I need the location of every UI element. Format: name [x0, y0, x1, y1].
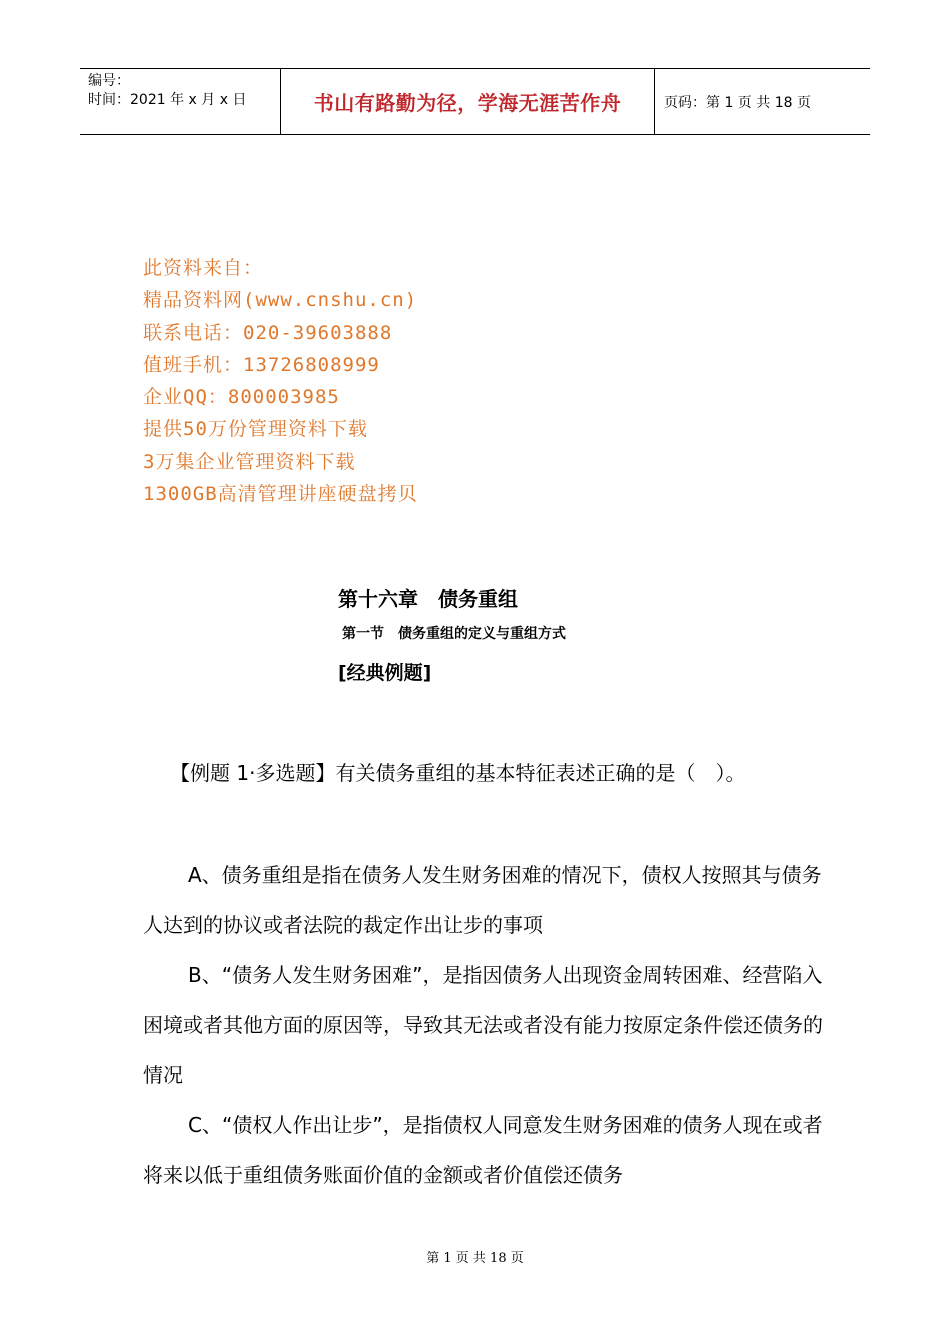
ad-line-phone: 联系电话：020-39603888: [143, 321, 393, 344]
question-options: [143, 850, 823, 1200]
header-motto-cell: [281, 69, 655, 134]
chapter-title: 第十六章 债务重组: [338, 587, 518, 611]
ad-line-qq: 企业QQ：800003985: [143, 386, 340, 409]
option-a: A、债务重组是指在债务人发生财务困难的情况下，债权人按照其与债务人达到的协议或者法院的裁定作出让步的事项: [143, 863, 822, 937]
page-footer: 第 1 页 共 18 页: [426, 1251, 524, 1266]
header-page-cell: [655, 69, 870, 134]
motto: 书山有路勤为径，学海无涯苦作舟: [313, 91, 622, 115]
page-info: 页码：第 1 页 共 18 页: [664, 94, 811, 111]
ad-line: 1300GB高清管理讲座硬盘拷贝: [143, 483, 418, 506]
classic-example-label: [经典例题]: [338, 662, 432, 684]
ad-line: 提供50万份管理资料下载: [143, 418, 368, 441]
header-meta: [80, 69, 281, 134]
ad-line: 此资料来自：: [143, 257, 264, 279]
section-title: 第一节 债务重组的定义与重组方式: [342, 626, 566, 642]
option-b: B、“债务人发生财务困难”，是指因债务人出现资金周转困难、经营陷入困境或者其他方面的原因等，导致其无法或者没有能力按原定条件偿还债务的情况: [143, 963, 823, 1087]
time-label: 时间：2021 年 x 月 x 日: [88, 92, 247, 108]
source-ad: [143, 252, 418, 510]
document-header: [80, 68, 870, 135]
question-title: 【例题 1·多选题】有关债务重组的基本特征表述正确的是（ ）。: [170, 761, 746, 785]
number-label: 编号：: [88, 73, 130, 89]
ad-line-website: 精品资料网(www.cnshu.cn): [143, 289, 418, 312]
ad-line: 3万集企业管理资料下载: [143, 450, 356, 473]
ad-line-mobile: 值班手机：13726808999: [143, 353, 380, 376]
option-c: C、“债权人作出让步”，是指债权人同意发生财务困难的债务人现在或者将来以低于重组债务账面价值的金额或者价值偿还债务: [143, 1113, 823, 1187]
